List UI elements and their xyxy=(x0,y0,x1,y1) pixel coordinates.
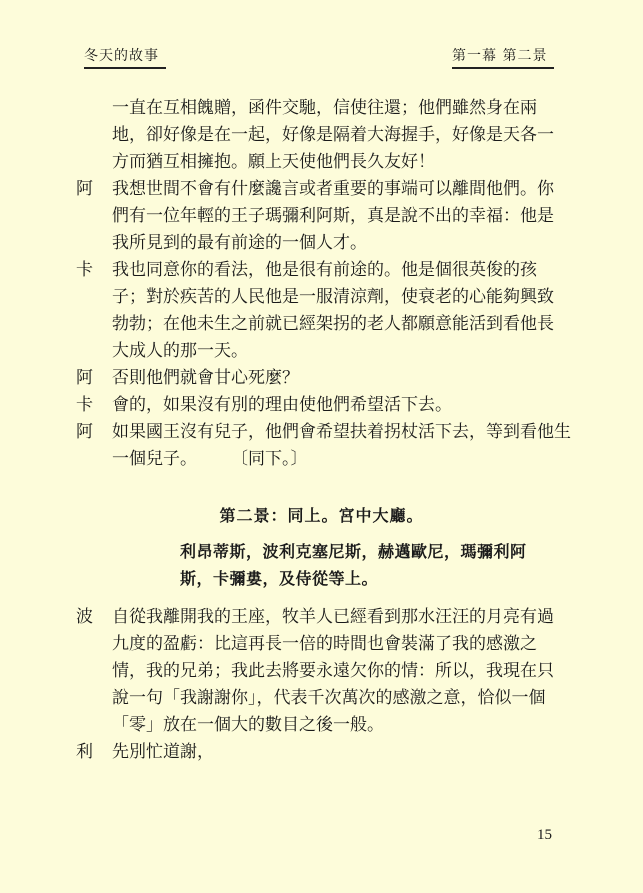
speaker: 卡 xyxy=(76,395,93,415)
stage-direction-line: 斯，卡彌婁，及侍從等上。 xyxy=(180,569,379,588)
running-header-title: 冬天的故事 xyxy=(84,47,166,69)
dialogue-text: 否則他們就會甘心死麼？ xyxy=(112,368,299,388)
speaker: 阿 xyxy=(76,422,93,442)
dialogue-text: 自從我離開我的王座，牧羊人已經看到那水汪汪的月亮有過 xyxy=(112,607,554,627)
dialogue-text: 方而猶互相擁抱。願上天使他們長久友好！ xyxy=(112,152,435,172)
dialogue-text: 如果國王沒有兒子，他們會希望扶着拐杖活下去，等到看他生 xyxy=(112,422,571,442)
dialogue-text: 說一句「我謝謝你」，代表千次萬次的感激之意，恰似一個 xyxy=(112,688,546,708)
running-header-act-scene: 第一幕 第二景 xyxy=(452,47,554,69)
scene-heading: 第二景：同上。宮中大廳。 xyxy=(219,506,424,525)
dialogue-text: 一直在互相餽贈，函件交馳，信使往還；他們雖然身在兩 xyxy=(112,98,537,118)
dialogue-text: 我也同意你的看法，他是很有前途的。他是個很英俊的孩 xyxy=(112,260,537,280)
dialogue-text: 大成人的那一天。 xyxy=(112,341,248,361)
dialogue-text: 一個兒子。 〔同下。〕 xyxy=(112,449,308,469)
dialogue-text: 地，卻好像是在一起，好像是隔着大海握手，好像是天各一 xyxy=(112,125,554,145)
speaker: 波 xyxy=(76,607,93,627)
speaker: 阿 xyxy=(76,179,93,199)
dialogue-text: 我所見到的最有前途的一個人才。 xyxy=(112,233,367,253)
dialogue-text: 勃勃；在他未生之前就已經架拐的老人都願意能活到看他長 xyxy=(112,314,554,334)
dialogue-text: 情，我的兄弟；我此去將要永遠欠你的情：所以，我現在只 xyxy=(112,661,554,681)
dialogue-text: 「零」放在一個大的數目之後一般。 xyxy=(112,715,384,735)
dialogue-text: 子；對於疾苦的人民他是一服清涼劑，使衰老的心能夠興致 xyxy=(112,287,554,307)
page-number: 15 xyxy=(537,827,552,843)
speaker: 卡 xyxy=(76,260,93,280)
speaker: 利 xyxy=(76,742,93,762)
dialogue-text: 我想世間不會有什麼讒言或者重要的事端可以離間他們。你 xyxy=(112,179,554,199)
dialogue-text: 九度的盈虧：比這再長一倍的時間也會裝滿了我的感激之 xyxy=(112,634,537,654)
speaker: 阿 xyxy=(76,368,93,388)
dialogue-text: 先別忙道謝， xyxy=(112,742,214,762)
stage-direction-line: 利昂蒂斯，波利克塞尼斯，赫邁歐尼，瑪彌利阿 xyxy=(180,542,527,561)
dialogue-text: 會的，如果沒有別的理由使他們希望活下去。 xyxy=(112,395,452,415)
dialogue-text: 們有一位年輕的王子瑪彌利阿斯，真是說不出的幸福：他是 xyxy=(112,206,554,226)
